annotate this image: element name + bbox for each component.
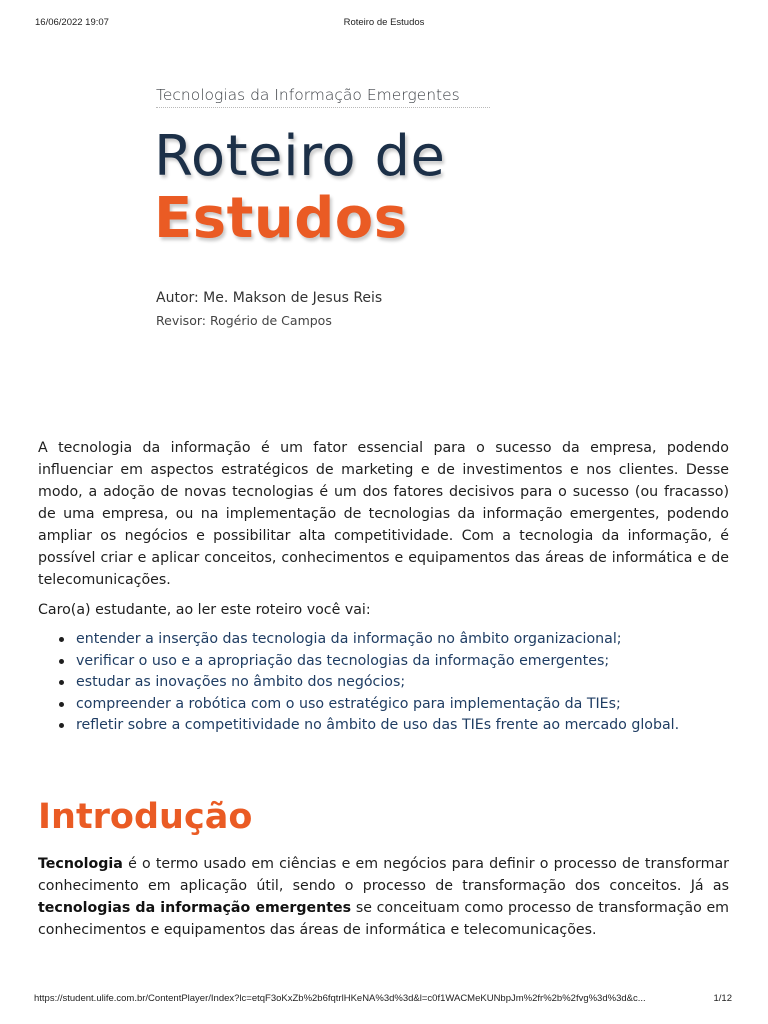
goal-text: compreender a robótica com o uso estratégico para implementação da TIEs; bbox=[76, 695, 621, 712]
reviewer: Revisor: Rogério de Campos bbox=[156, 313, 332, 328]
author: Autor: Me. Makson de Jesus Reis bbox=[156, 290, 383, 306]
intro-paragraph: A tecnologia da informação é um fator essencial para o sucesso da empresa, podendo influenciar em aspectos estratégicos de marketing e de investimentos e nos clientes. Desse modo, a adoção de novas tecnologias é um dos fatores decisivos para o sucesso (ou fracasso) de uma empresa, ou na implementação de tecnologias da informação emergentes, podendo ampliar os negócios e possibilitar alta competitividade. Com a tecnologia da informação, é possível criar e aplicar conceitos, conhecimentos e equipamentos das áreas de informática e de telecomunicações. bbox=[38, 440, 729, 588]
goal-item bbox=[38, 651, 729, 673]
term-tecnologia: Tecnologia bbox=[38, 856, 123, 872]
goal-item bbox=[38, 694, 729, 716]
bullet-icon bbox=[59, 702, 64, 707]
goal-text: entender a inserção das tecnologia da informação no âmbito organizacional; bbox=[76, 631, 622, 647]
section-text-1: é o termo usado em ciências e em negócios para definir o processo de transformar conhecimento em aplicação útil, sendo o processo de transformação dos conceitos. Já as bbox=[38, 856, 729, 894]
course-name: Tecnologias da Informação Emergentes bbox=[156, 86, 490, 108]
page-number: 1/12 bbox=[713, 993, 732, 1004]
title-line-1: Roteiro de bbox=[154, 124, 446, 189]
student-lead: Caro(a) estudante, ao ler este roteiro você vai: bbox=[38, 602, 371, 618]
term-tie: tecnologias da informação emergentes bbox=[38, 900, 352, 916]
goal-text: refletir sobre a competitividade no âmbito de uso das TIEs frente ao mercado global. bbox=[76, 717, 680, 733]
goal-item bbox=[38, 629, 729, 651]
goal-text: estudar as inovações no âmbito dos negócios; bbox=[76, 674, 406, 690]
goal-text: verificar o uso e a apropriação das tecnologias da informação emergentes; bbox=[76, 652, 610, 669]
page-title bbox=[154, 126, 445, 250]
section-text-2: se conceituam como processo de transformação em conhecimentos e equipamentos das áreas de informática e telecomunicações. bbox=[38, 900, 729, 938]
section-title: Introdução bbox=[38, 797, 253, 837]
print-datetime: 16/06/2022 19:07 bbox=[35, 17, 109, 28]
title-line-2: Estudos bbox=[154, 186, 408, 251]
goals-list bbox=[38, 629, 729, 737]
bullet-icon bbox=[59, 637, 64, 642]
goal-item bbox=[38, 715, 729, 737]
bullet-icon bbox=[59, 659, 64, 664]
print-doc-title: Roteiro de Estudos bbox=[343, 17, 425, 28]
section-paragraph bbox=[38, 853, 729, 941]
bullet-icon bbox=[59, 723, 64, 728]
bullet-icon bbox=[59, 680, 64, 685]
print-url: https://student.ulife.com.br/ContentPlayer/Index?lc=etqF3oKxZb%2b6fqtrlHKeNA%3d%3d&l=c0f1WACMeKUNbpJm%2fr%2b%2fvg%3d%3d&c... bbox=[34, 993, 646, 1004]
goal-item bbox=[38, 672, 729, 694]
